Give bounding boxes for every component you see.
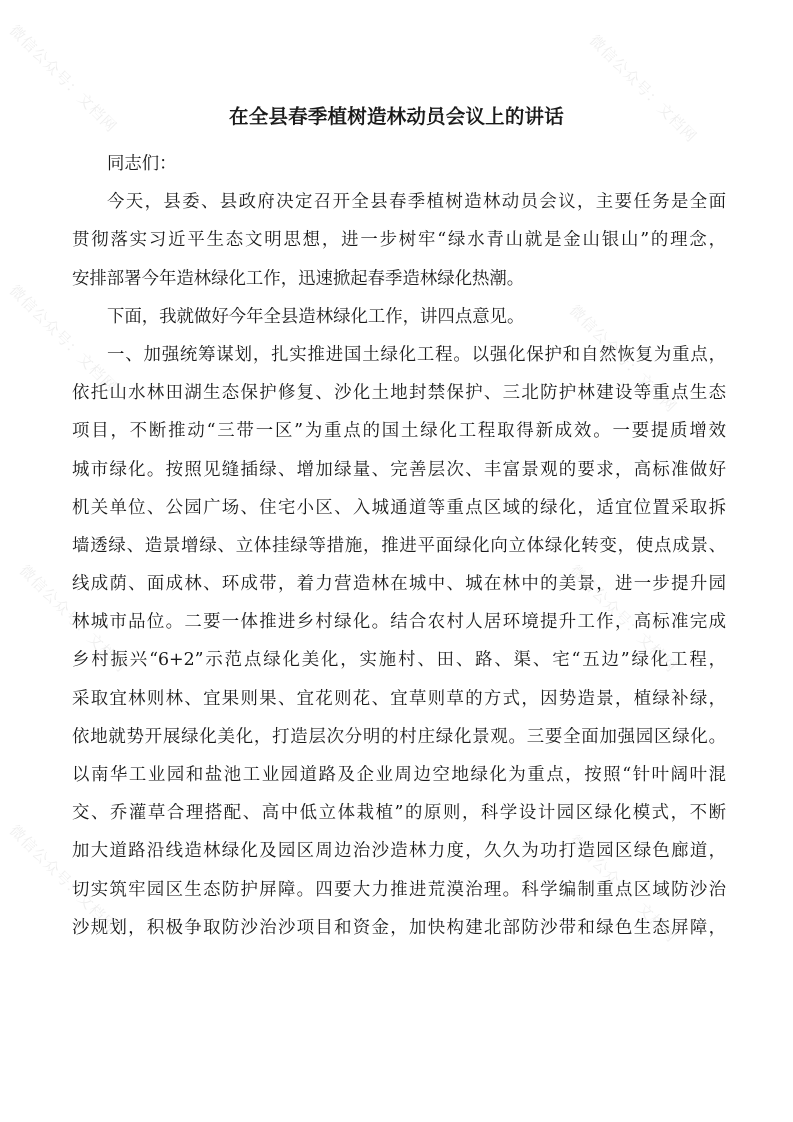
body-line: 今天，县委、县政府决定召开全县春季植树造林动员会议，主要任务是全面 (107, 192, 726, 213)
body-line: 林城市品位。二要一体推进乡村绿化。结合农村人居环境提升工作，高标准完成 (72, 612, 726, 633)
body-line: 一、加强统筹谋划，扎实推进国土绿化工程。以强化保护和自然恢复为重点， (107, 344, 726, 365)
watermark-text: 微信公众号：文档网 (15, 561, 131, 676)
body-line: 依地就势开展绿化美化，打造层次分明的村庄绿化景观。三要全面加强园区绿化。 (72, 726, 726, 747)
watermark-text: 微信公众号：文档网 (565, 561, 681, 676)
body-line: 交、乔灌草合理搭配、高中低立体栽植”的原则，科学设计园区绿化模式，不断 (72, 803, 726, 824)
salutation-line: 同志们： (107, 154, 177, 174)
body-line: 线成荫、面成林、环成带，着力营造林在城中、城在林中的美景，进一步提升园 (72, 574, 726, 595)
body-line: 城市绿化。按照见缝插绿、增加绿量、完善层次、丰富景观的要求，高标准做好 (72, 459, 726, 480)
document-body (72, 145, 726, 947)
watermark-text: 微信公众号：文档网 (565, 831, 681, 946)
body-line: 切实筑牢园区生态防护屏障。四要大力推进荒漠治理。科学编制重点区域防沙治 (72, 879, 726, 900)
body-line: 以南华工业园和盐池工业园道路及企业周边空地绿化为重点，按照“针叶阔叶混 (72, 765, 726, 785)
body-line: 安排部署今年造林绿化工作，迅速掀起春季造林绿化热潮。 (72, 268, 525, 289)
document-title: 在全县春季植树造林动员会议上的讲话 (229, 105, 564, 128)
watermark-text: 微信公众号：文档网 (5, 281, 121, 396)
body-line: 贯彻落实习近平生态文明思想，进一步树牢“绿水青山就是金山银山”的理念， (72, 230, 726, 251)
body-line: 沙规划，积极争取防沙治沙项目和资金，加快构建北部防沙带和绿色生态屏障， (72, 917, 726, 938)
watermark-text: 微信公众号：文档网 (565, 301, 681, 416)
body-line: 墙透绿、造景增绿、立体挂绿等措施，推进平面绿化向立体绿化转变，使点成景、 (72, 535, 726, 556)
body-line: 采取宜林则林、宜果则果、宜花则花、宜草则草的方式，因势造景，植绿补绿， (72, 688, 726, 709)
body-line: 依托山水林田湖生态保护修复、沙化土地封禁保护、三北防护林建设等重点生态 (72, 383, 726, 404)
body-line: 机关单位、公园广场、住宅小区、入城通道等重点区域的绿化，适宜位置采取拆 (72, 497, 726, 518)
watermark-text: 微信公众号：文档网 (585, 31, 701, 146)
body-line: 项目，不断推动“三带一区”为重点的国土绿化工程取得新成效。一要提质增效 (72, 421, 726, 442)
body-line: 加大道路沿线造林绿化及园区周边治沙造林力度，久久为功打造园区绿色廊道， (72, 841, 726, 862)
watermark-text: 微信公众号：文档网 (5, 21, 121, 136)
body-line: 下面，我就做好今年全县造林绿化工作，讲四点意见。 (107, 306, 525, 327)
body-line: 乡村振兴“6+2”示范点绿化美化，实施村、田、路、渠、宅“五边”绿化工程， (72, 650, 726, 671)
watermark-text: 微信公众号：文档网 (5, 821, 121, 936)
